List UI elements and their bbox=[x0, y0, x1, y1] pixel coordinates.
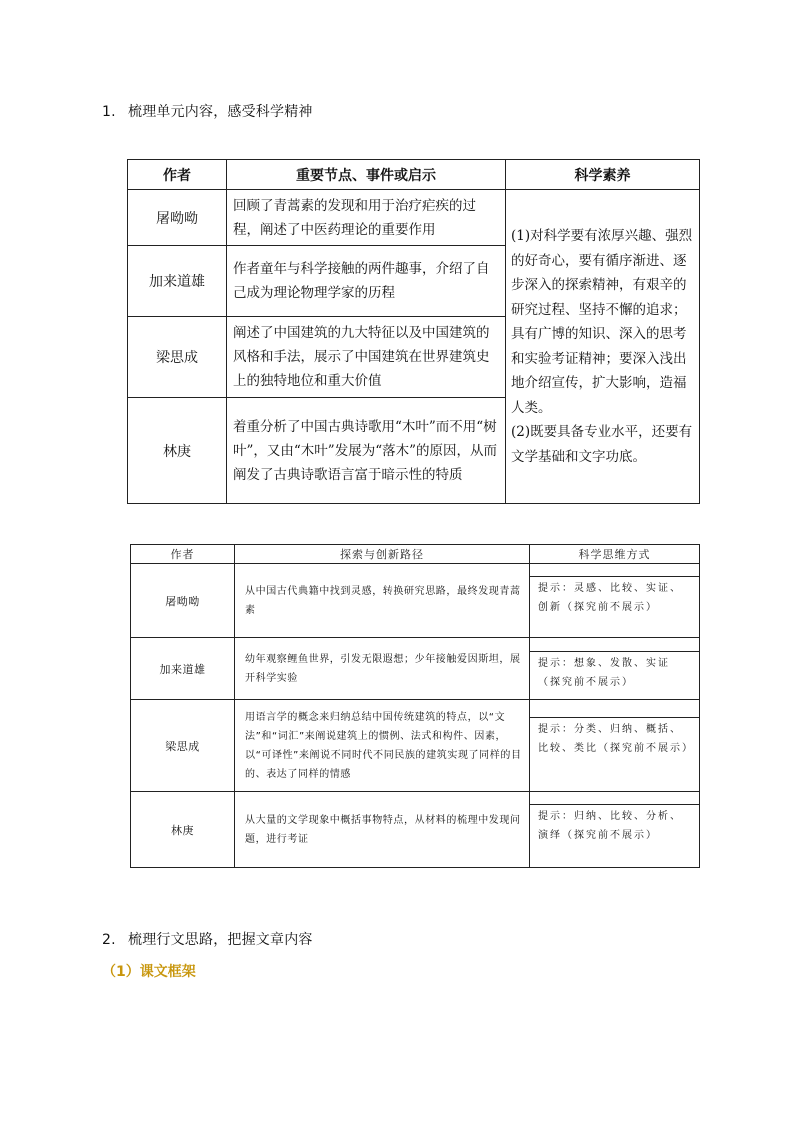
author-cell: 梁思成 bbox=[131, 700, 235, 792]
thinking-table-header bbox=[131, 545, 700, 564]
header-literacy: 科学素养 bbox=[506, 160, 700, 190]
path-cell: 幼年观察鲤鱼世界，引发无限遐想；少年接触爱因斯坦，展开科学实验 bbox=[235, 638, 530, 700]
table-row bbox=[131, 700, 700, 792]
thinking-cell bbox=[530, 700, 700, 792]
table-row bbox=[128, 190, 700, 246]
summary-table-header bbox=[128, 160, 700, 190]
author-cell: 林庚 bbox=[131, 792, 235, 868]
thinking-cell bbox=[530, 638, 700, 700]
author-cell: 林庚 bbox=[128, 398, 227, 504]
thinking-text: 提示：想象、发散、实证（探究前不展示） bbox=[538, 658, 670, 688]
thinking-text: 提示：分类、归纳、概括、比较、类比（探究前不展示） bbox=[538, 724, 694, 754]
thinking-table bbox=[130, 544, 700, 868]
section-1-title: 梳理单元内容，感受科学精神 bbox=[128, 104, 313, 120]
event-cell: 阐述了中国建筑的九大特征以及中国建筑的风格和手法，展示了中国建筑在世界建筑史上的独特地位和重大价值 bbox=[227, 317, 506, 398]
section-2-heading bbox=[102, 929, 313, 949]
section-2-number: 2. bbox=[102, 932, 116, 948]
thinking-spacer bbox=[530, 792, 699, 805]
author-cell: 屠呦呦 bbox=[128, 190, 227, 246]
thinking-spacer bbox=[530, 564, 699, 577]
table-row bbox=[131, 638, 700, 700]
author-cell: 加来道雄 bbox=[131, 638, 235, 700]
header-author: 作者 bbox=[131, 545, 235, 564]
path-cell: 从大量的文学现象中概括事物特点，从材料的梳理中发现问题，进行考证 bbox=[235, 792, 530, 868]
author-cell: 屠呦呦 bbox=[131, 564, 235, 638]
table-row bbox=[131, 564, 700, 638]
section-2-title: 梳理行文思路，把握文章内容 bbox=[128, 932, 313, 948]
literacy-point-2: (2)既要具备专业水平，还要有文学基础和文字功底。 bbox=[511, 424, 693, 465]
thinking-text: 提示：灵感、比较、实证、创新（探究前不展示） bbox=[538, 583, 682, 613]
author-cell: 加来道雄 bbox=[128, 246, 227, 317]
header-event: 重要节点、事件或启示 bbox=[227, 160, 506, 190]
header-path: 探索与创新路径 bbox=[235, 545, 530, 564]
header-author: 作者 bbox=[128, 160, 227, 190]
thinking-text: 提示：归纳、比较、分析、演绎（探究前不展示） bbox=[538, 811, 682, 841]
thinking-spacer bbox=[530, 700, 699, 718]
event-cell: 着重分析了中国古典诗歌用“木叶”而不用“树叶”，又由“木叶”发展为“落木”的原因，从而阐发了古典诗歌语言富于暗示性的特质 bbox=[227, 398, 506, 504]
event-cell: 作者童年与科学接触的两件趣事，介绍了自己成为理论物理学家的历程 bbox=[227, 246, 506, 317]
thinking-cell bbox=[530, 564, 700, 638]
path-cell: 用语言学的概念来归纳总结中国传统建筑的特点，以“文法”和“词汇”来阐说建筑上的惯例、法式和构件、因素，以“可译性”来阐说不同时代不同民族的建筑实现了同样的目的、表达了同样的情感 bbox=[235, 700, 530, 792]
author-cell: 梁思成 bbox=[128, 317, 227, 398]
path-cell: 从中国古代典籍中找到灵感，转换研究思路，最终发现青蒿素 bbox=[235, 564, 530, 638]
section-1-number: 1. bbox=[102, 104, 116, 120]
literacy-cell bbox=[506, 190, 700, 504]
subsection-title: （1）课文框架 bbox=[102, 964, 196, 980]
header-thinking: 科学思维方式 bbox=[530, 545, 700, 564]
table-row bbox=[131, 792, 700, 868]
event-cell: 回顾了青蒿素的发现和用于治疗疟疾的过程，阐述了中医药理论的重要作用 bbox=[227, 190, 506, 246]
section-1-heading bbox=[102, 101, 313, 121]
literacy-point-1: (1)对科学要有浓厚兴趣、强烈的好奇心，要有循序渐进、逐步深入的探索精神，有艰辛的研究过程、坚持不懈的追求；具有广博的知识、深入的思考和实验考证精神；要深入浅出地介绍宣传，扩大影响，造福人类。 bbox=[511, 228, 693, 416]
summary-table bbox=[127, 159, 700, 504]
thinking-spacer bbox=[530, 638, 699, 652]
thinking-cell bbox=[530, 792, 700, 868]
